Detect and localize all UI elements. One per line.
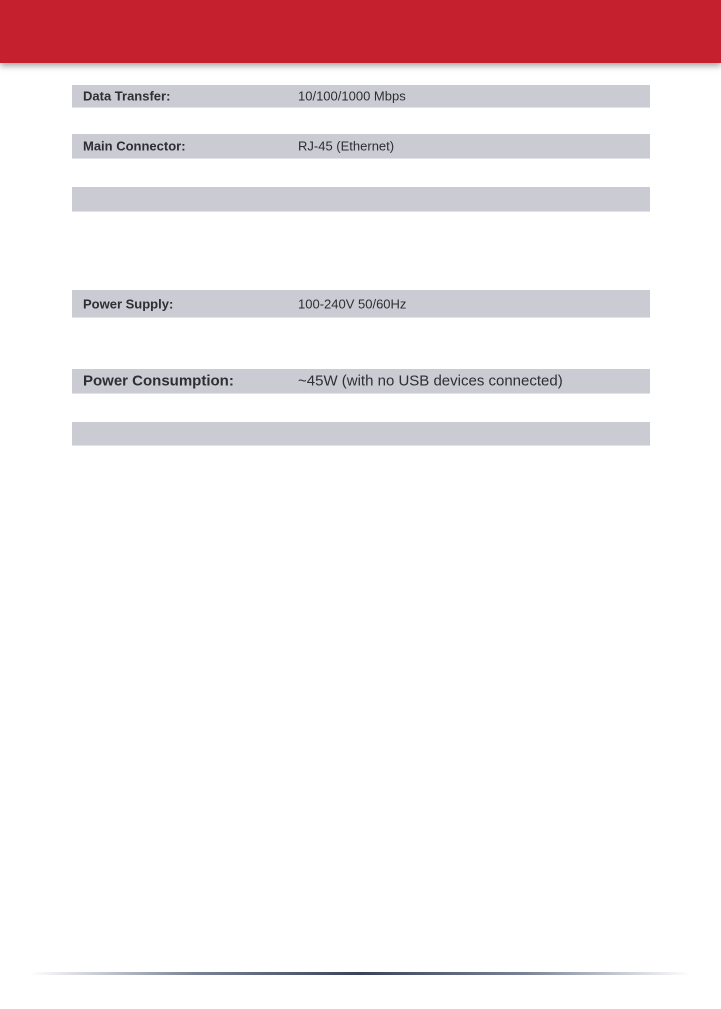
spec-label: Main Connector: [83, 138, 186, 154]
spec-row-power-supply [72, 290, 650, 318]
header-bar [0, 0, 721, 63]
spec-label: Data Transfer: [83, 88, 171, 104]
spec-value: 100-240V 50/60Hz [298, 296, 407, 311]
spec-row-empty [72, 422, 650, 446]
spec-value: ~45W (with no USB devices connected) [298, 372, 563, 390]
spec-value: 10/100/1000 Mbps [298, 88, 406, 104]
spec-row-main-connector [72, 134, 650, 159]
spec-row-empty [72, 187, 650, 212]
spec-row-power-consumption [72, 369, 650, 394]
spec-row-data-transfer [72, 85, 650, 108]
spec-value: RJ-45 (Ethernet) [298, 138, 395, 154]
spec-label: Power Consumption: [83, 372, 234, 390]
spec-label: Power Supply: [83, 296, 174, 311]
footer-divider [30, 972, 690, 975]
